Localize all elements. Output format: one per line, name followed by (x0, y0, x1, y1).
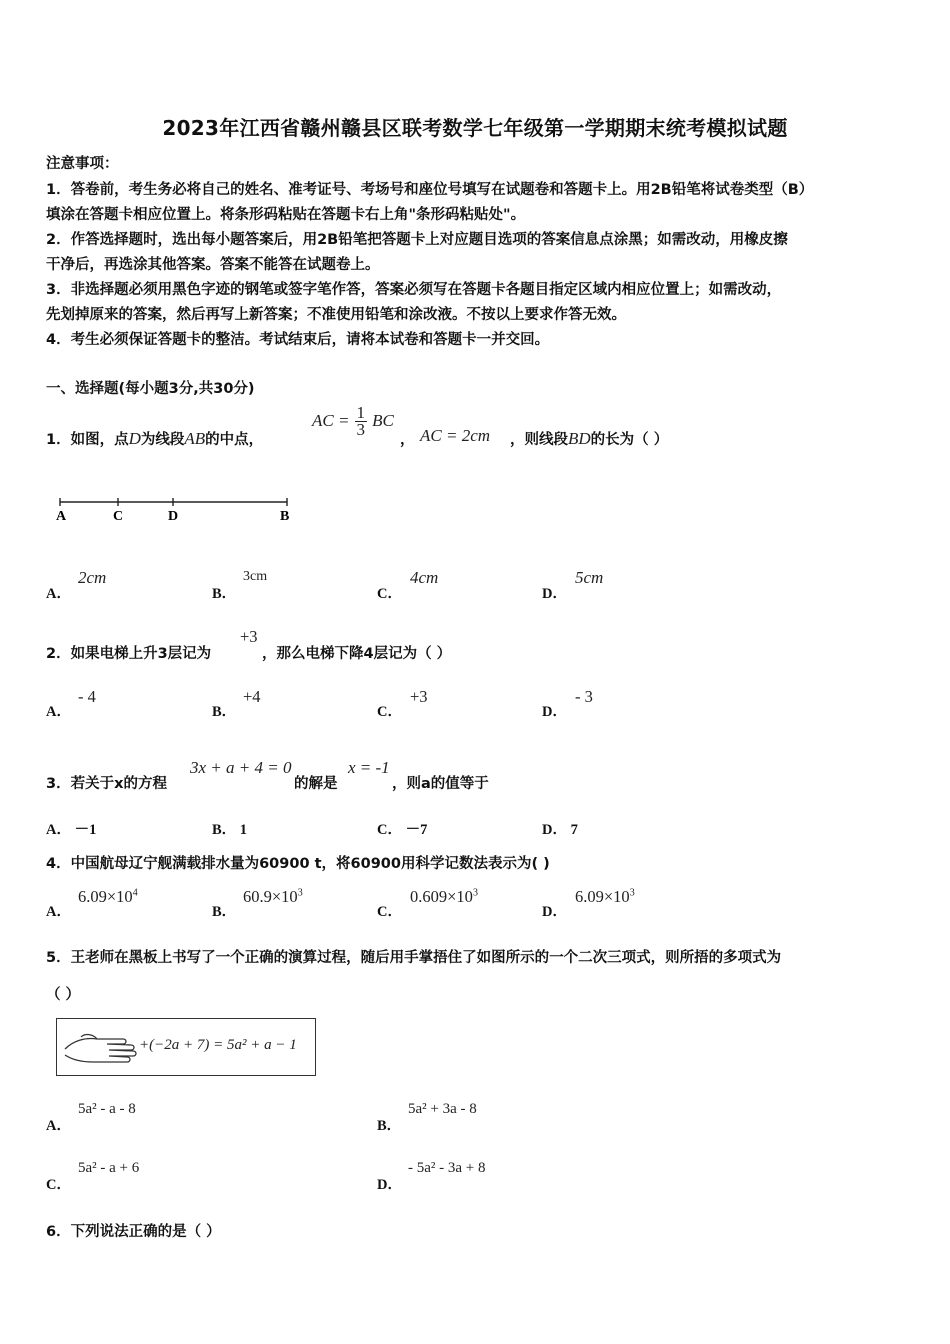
option-b-label[interactable]: B． (212, 904, 237, 920)
blackboard-figure (56, 1018, 316, 1076)
option-b-value: 5a² + 3a - 8 (408, 1101, 477, 1117)
segment-figure (50, 492, 300, 526)
option-d-value: 5cm (575, 568, 604, 587)
option-b-value: $60.9\times 10^3$ (243, 887, 303, 906)
option-d-label[interactable]: D． (542, 586, 567, 602)
hand-icon (63, 1031, 141, 1067)
option-d-value: - 3 (575, 687, 593, 706)
option-a-value: 2cm (78, 568, 107, 587)
question-3-text-start: 3．若关于x的方程 (46, 776, 167, 792)
blackboard-expression: +(−2a + 7) = 5a² + a − 1 (139, 1037, 297, 1053)
point-d: D (168, 509, 179, 524)
point-c: C (113, 509, 124, 524)
notice-line: 3．非选择题必须用黑色字迹的钢笔或签字笔作答，答案必须写在答题卡各题目指定区域内相应位置上；如需改动， (46, 282, 782, 298)
notice-heading: 注意事项： (46, 156, 119, 172)
option-d-label[interactable]: D． (542, 904, 567, 920)
notice-line: 2．作答选择题时，选出每小题答案后，用2B铅笔把答题卡上对应题目选项的答案信息点涂黑；如需改动，用橡皮擦 (46, 232, 788, 248)
option-c-value: +3 (410, 687, 428, 706)
option-d[interactable]: D． 7 (542, 822, 578, 838)
question-2-text-start: 2．如果电梯上升3层记为 (46, 646, 212, 662)
question-1-formula: AC = $\frac{1}{3}$ BC (312, 403, 394, 439)
point-b: B (280, 509, 290, 524)
option-d-value: $6.09\times 10^3$ (575, 887, 635, 906)
option-b-label[interactable]: B． (212, 586, 237, 602)
option-a-label[interactable]: A． (46, 904, 71, 920)
question-3-equation: 3x + a + 4 = 0 (190, 758, 292, 777)
option-c-label[interactable]: C． (377, 904, 402, 920)
option-a-label[interactable]: A． (46, 586, 71, 602)
option-b-label[interactable]: B． (212, 704, 237, 720)
question-1-text: 1．如图，点D为线段AB的中点， (46, 429, 264, 448)
option-c[interactable]: C． －7 (377, 822, 428, 838)
option-b[interactable]: B． 1 (212, 822, 248, 838)
notice-line: 1．答卷前，考生务必将自己的姓名、准考证号、考场号和座位号填写在试题卷和答题卡上。用2B铅笔将试卷类型（B） (46, 182, 814, 198)
notice-line: 先划掉原来的答案，然后再写上新答案；不准使用铅笔和涂改液。不按以上要求作答无效。 (46, 307, 626, 323)
option-d-label[interactable]: D． (377, 1177, 402, 1193)
option-c-label[interactable]: C． (377, 704, 402, 720)
question-1-given: AC = 2cm (420, 426, 491, 445)
option-a-value: 5a² - a - 8 (78, 1101, 136, 1117)
option-a-value: $6.09\times 10^4$ (78, 887, 138, 906)
option-c-label[interactable]: C． (377, 586, 402, 602)
option-c-value: 5a² - a + 6 (78, 1160, 140, 1176)
question-4-text: 4．中国航母辽宁舰满载排水量为60900 t，将60900用科学记数法表示为( ) (46, 856, 550, 872)
option-a-value: - 4 (78, 687, 96, 706)
option-b-value: +4 (243, 687, 261, 706)
option-a[interactable]: A． －1 (46, 822, 97, 838)
option-c-value: 4cm (410, 568, 439, 587)
option-d-value: - 5a² - 3a + 8 (408, 1160, 486, 1176)
question-2-text-end: ，那么电梯下降4层记为（ ） (262, 646, 452, 662)
question-3-text-mid: 的解是 (294, 776, 338, 792)
question-1-ask: ，则线段BD的长为（ ） (510, 429, 669, 448)
question-2-value: +3 (240, 627, 258, 646)
page-title: 2023年江西省赣州赣县区联考数学七年级第一学期期末统考模拟试题 (162, 116, 788, 140)
option-b-value: 3cm (243, 569, 268, 584)
question-3-solution: x = -1 (348, 758, 390, 777)
option-c-value: $0.609\times 10^3$ (410, 887, 478, 906)
question-5-text: 5．王老师在黑板上书写了一个正确的演算过程，随后用手掌捂住了如图所示的一个二次三项式，则所捂的多项式为 (46, 950, 782, 966)
point-a: A (56, 509, 67, 524)
option-a-label[interactable]: A． (46, 704, 71, 720)
section-heading: 一、选择题(每小题3分,共30分) (46, 381, 255, 397)
question-3-text-end: ，则a的值等于 (392, 776, 489, 792)
option-b-label[interactable]: B． (377, 1118, 402, 1134)
option-d-label[interactable]: D． (542, 704, 567, 720)
option-a-label[interactable]: A． (46, 1118, 71, 1134)
separator: ， (400, 432, 415, 448)
option-c-label[interactable]: C． (46, 1177, 71, 1193)
question-5-text-cont: （ ） (46, 987, 81, 1003)
notice-line: 4．考生必须保证答题卡的整洁。考试结束后，请将本试卷和答题卡一并交回。 (46, 332, 550, 348)
question-6-text: 6．下列说法正确的是（ ） (46, 1224, 221, 1240)
notice-line: 填涂在答题卡相应位置上。将条形码粘贴在答题卡右上角"条形码粘贴处"。 (46, 207, 526, 223)
notice-line: 干净后，再选涂其他答案。答案不能答在试题卷上。 (46, 257, 380, 273)
